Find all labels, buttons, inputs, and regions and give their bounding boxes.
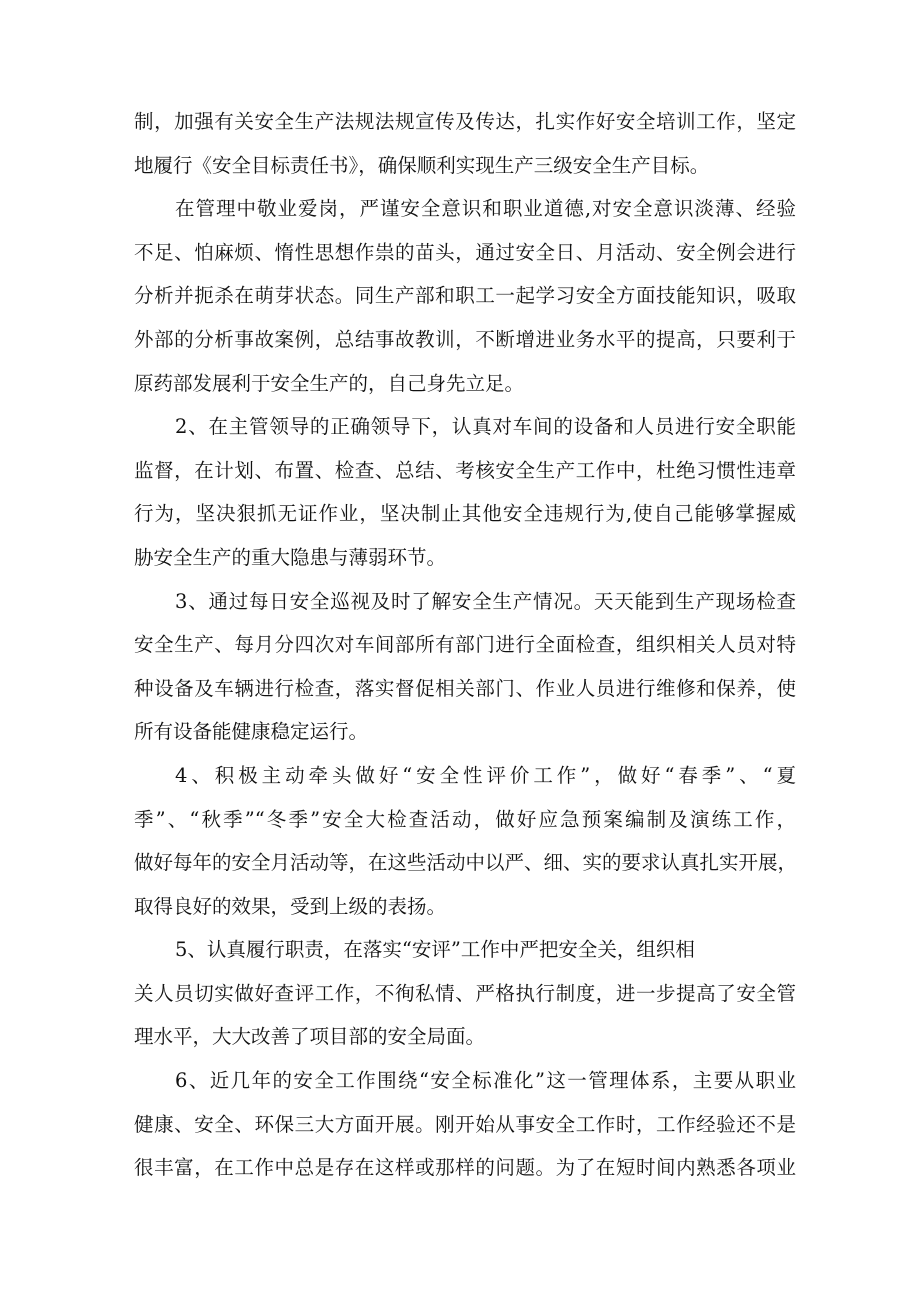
text-line: 关人员切实做好查评工作，不徇私情、严格执行制度，进一步提高了安全管 bbox=[134, 981, 796, 1005]
text-line: 外部的分析事故案例，总结事故教训，不断增进业务水平的提高，只要利于 bbox=[134, 327, 796, 351]
text-line: 制，加强有关安全生产法规法规宣传及传达，扎实作好安全培训工作，坚定 bbox=[134, 110, 796, 133]
document-body bbox=[134, 100, 796, 1190]
text-line: 在管理中敬业爱岗，严谨安全意识和职业道德,对安全意识淡薄、经验 bbox=[175, 197, 796, 221]
text-line: 监督，在计划、布置、检查、总结、考核安全生产工作中，杜绝习惯性违章 bbox=[134, 458, 796, 482]
text-line: 理水平，大大改善了项目部的安全局面。 bbox=[134, 1025, 486, 1049]
text-line: 6、近几年的安全工作围绕“安全标准化”这一管理体系，主要从职业 bbox=[175, 1069, 796, 1093]
text-line: 5、认真履行职责，在落实“安评”工作中严把安全关，组织相 bbox=[175, 938, 695, 962]
text-line: 种设备及车辆进行检查，落实督促相关部门、作业人员进行维修和保养，使 bbox=[134, 676, 796, 700]
text-line: 所有设备能健康稳定运行。 bbox=[134, 720, 369, 744]
text-line: 2、在主管领导的正确领导下，认真对车间的设备和人员进行安全职能 bbox=[175, 415, 796, 439]
text-line: 取得良好的效果，受到上级的表扬。 bbox=[134, 894, 447, 918]
text-line: 行为，坚决狠抓无证作业，坚决制止其他安全违规行为,使自己能够掌握威 bbox=[134, 502, 796, 526]
text-line: 分析并扼杀在萌芽状态。同生产部和职工一起学习安全方面技能知识，吸取 bbox=[134, 284, 796, 308]
text-line: 健康、安全、环保三大方面开展。刚开始从事安全工作时，工作经验还不是 bbox=[134, 1112, 796, 1136]
text-line: 3、通过每日安全巡视及时了解安全生产情况。天天能到生产现场检查 bbox=[175, 589, 796, 613]
text-line: 季”、“秋季”“冬季”安全大检查活动，做好应急预案编制及演练工作， bbox=[134, 807, 796, 831]
text-line: 不足、怕麻烦、惰性思想作祟的苗头，通过安全日、月活动、安全例会进行 bbox=[134, 240, 796, 264]
text-line: 很丰富，在工作中总是存在这样或那样的问题。为了在短时间内熟悉各项业 bbox=[134, 1156, 796, 1180]
text-line: 做好每年的安全月活动等，在这些活动中以严、细、实的要求认真扎实开展， bbox=[134, 851, 798, 875]
text-line: 胁安全生产的重大隐患与薄弱环节。 bbox=[134, 545, 447, 569]
text-line: 原药部发展利于安全生产的，自己身先立足。 bbox=[134, 371, 525, 395]
text-line: 地履行《安全目标责任书》，确保顺利实现生产三级安全生产目标。 bbox=[134, 153, 710, 177]
text-line: 4、积极主动牵头做好“安全性评价工作”，做好“春季”、“夏 bbox=[175, 763, 796, 787]
text-line: 安全生产、每月分四次对车间部所有部门进行全面检查，组织相关人员对特 bbox=[134, 633, 796, 657]
